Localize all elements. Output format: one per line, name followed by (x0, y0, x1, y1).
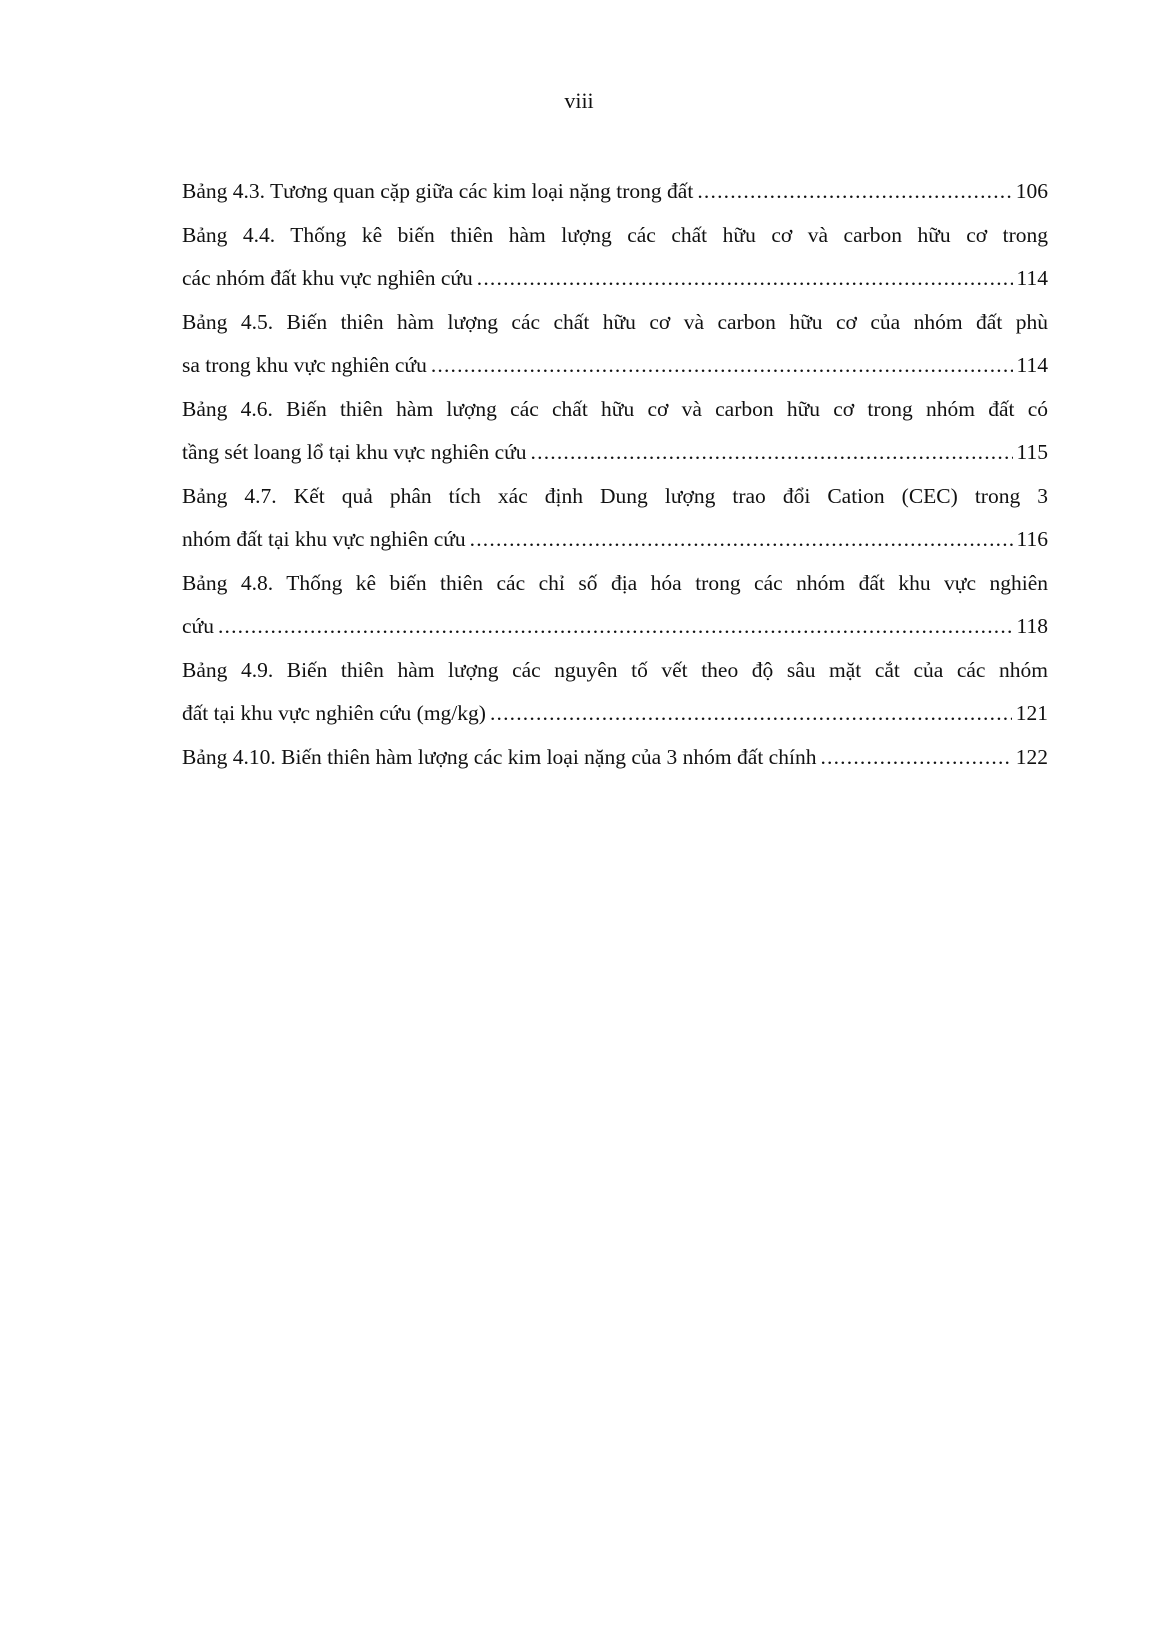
toc-entry-last-line (182, 736, 1048, 780)
toc-entry-last-line (182, 692, 1048, 736)
toc-entry-title-continued: cứu (182, 614, 214, 638)
toc-entry-4-4[interactable] (182, 214, 1048, 301)
toc-entry-title-line: Bảng 4.9. Biến thiên hàm lượng các nguyên tố vết theo độ sâu mặt cắt của các nhóm (182, 657, 1048, 682)
dot-leader (820, 736, 1011, 780)
toc-entry-title-line: Bảng 4.5. Biến thiên hàm lượng các chất hữu cơ và carbon hữu cơ của nhóm đất phù (182, 309, 1048, 334)
toc-entry-4-9[interactable] (182, 649, 1048, 736)
toc-entry-last-line (182, 344, 1048, 388)
toc-entry-4-8[interactable] (182, 562, 1048, 649)
toc-entry-title-continued: các nhóm đất khu vực nghiên cứu (182, 266, 473, 290)
toc-entry-title: Bảng 4.3. Tương quan cặp giữa các kim loại nặng trong đất (182, 179, 694, 203)
toc-entry-title-line: Bảng 4.7. Kết quả phân tích xác định Dung lượng trao đổi Cation (CEC) trong 3 (182, 483, 1048, 508)
dot-leader (218, 605, 1013, 649)
table-of-tables-list (182, 170, 1048, 779)
toc-page-number: 121 (1015, 701, 1048, 725)
toc-page-number: 118 (1016, 614, 1048, 638)
toc-entry-4-10[interactable] (182, 736, 1048, 780)
dot-leader (470, 518, 1013, 562)
toc-entry-4-3[interactable] (182, 170, 1048, 214)
toc-entry-last-line (182, 257, 1048, 301)
toc-entry-title: Bảng 4.10. Biến thiên hàm lượng các kim loại nặng của 3 nhóm đất chính (182, 744, 817, 769)
toc-entry-title-line: Bảng 4.4. Thống kê biến thiên hàm lượng các chất hữu cơ và carbon hữu cơ trong (182, 222, 1048, 247)
toc-entry-4-5[interactable] (182, 301, 1048, 388)
toc-entry-last-line (182, 518, 1048, 562)
toc-page-number: 115 (1016, 440, 1048, 464)
toc-entry-last-line (182, 605, 1048, 649)
toc-entry-last-line (182, 431, 1048, 475)
dot-leader (531, 431, 1013, 475)
toc-page-number: 114 (1016, 353, 1048, 377)
toc-entry-title-line: Bảng 4.6. Biến thiên hàm lượng các chất hữu cơ và carbon hữu cơ trong nhóm đất có (182, 396, 1048, 421)
toc-entry-title-continued: đất tại khu vực nghiên cứu (mg/kg) (182, 701, 486, 725)
toc-page-number: 122 (1015, 744, 1048, 769)
toc-entry-4-6[interactable] (182, 388, 1048, 475)
dot-leader (431, 344, 1013, 388)
dot-leader (477, 257, 1013, 301)
page-number: viii (564, 88, 594, 113)
dot-leader (697, 170, 1011, 214)
toc-entry-title-continued: nhóm đất tại khu vực nghiên cứu (182, 527, 466, 551)
dot-leader (490, 692, 1012, 736)
toc-entry-4-7[interactable] (182, 475, 1048, 562)
toc-page-number: 106 (1015, 179, 1048, 203)
toc-page-number: 114 (1016, 266, 1048, 290)
toc-entry-last-line (182, 170, 1048, 214)
toc-entry-title-line: Bảng 4.8. Thống kê biến thiên các chỉ số địa hóa trong các nhóm đất khu vực nghiên (182, 570, 1048, 595)
toc-entry-title-continued: tầng sét loang lổ tại khu vực nghiên cứu (182, 440, 527, 464)
toc-page-number: 116 (1016, 527, 1048, 551)
toc-entry-title-continued: sa trong khu vực nghiên cứu (182, 353, 427, 377)
